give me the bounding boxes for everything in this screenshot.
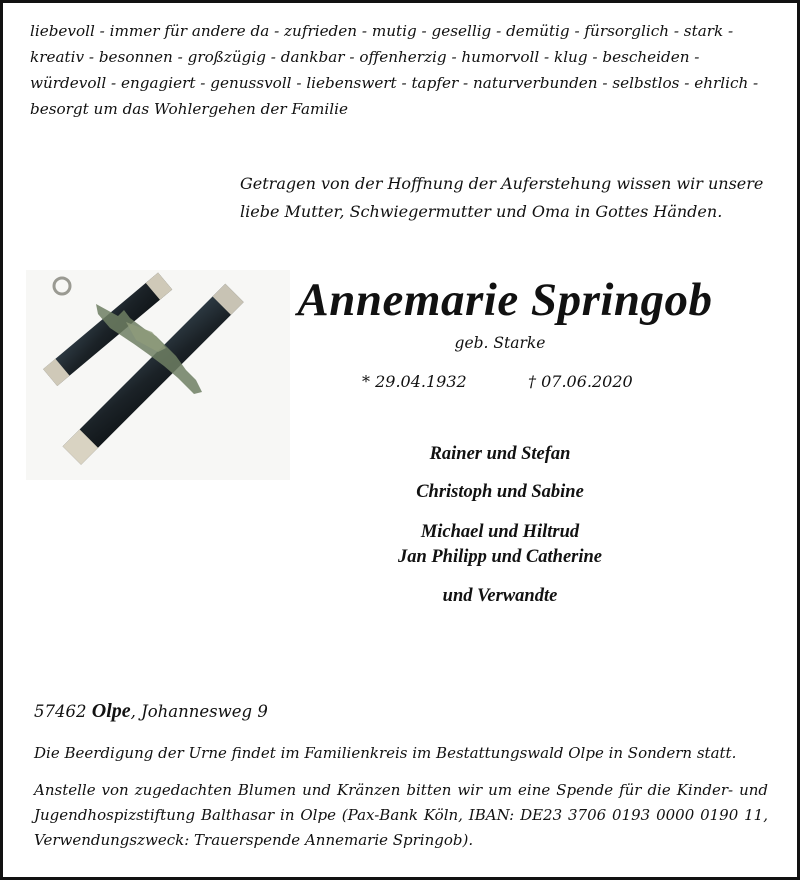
mourner-line: Rainer und Stefan [429,444,571,464]
donation-note: Anstelle von zugedachten Blumen und Kränzen bitten wir um eine Spende für die Kinder- und Jugendhospizstiftung Balthasar in Olpe (Pax-Bank Köln, IBAN: DE23 3706 0193 0000 0190 11, Verwendungszweck: Trauerspende Annemarie Springob). [34,781,768,849]
mourner-line: Michael und Hiltrud [420,522,580,542]
birth-date: * 29.04.1932 [362,372,467,391]
intro-text: Getragen von der Hoffnung der Auferstehung wissen wir unsere liebe Mutter, Schwiegermutter und Oma in Gottes Händen. [240,174,764,221]
postcode: 57462 [34,702,87,721]
traits-text: liebevoll - immer für andere da - zufrieden - mutig - gesellig - demütig - fürsorglich - stark - kreativ - besonnen - großzügig - dankbar - offenherzig - humorvoll - klug - bescheiden - würdevoll - engagiert - genussvoll - liebenswert - tapfer - naturverbunden - selbstlos - ehrlich - besorgt um das Wohlergehen der Familie [30,22,759,118]
street: , Johannesweg 9 [130,702,268,721]
death-date: † 07.06.2020 [528,372,633,391]
mourner-line: Jan Philipp und Catherine [397,547,603,567]
maiden-name: geb. Starke [454,334,546,352]
city: Olpe [91,700,131,722]
crucifix-icon [26,270,290,480]
funeral-note: Die Beerdigung der Urne findet im Familienkreis im Bestattungswald Olpe in Sondern statt. [34,744,737,762]
deceased-name: Annemarie Springob [297,274,713,326]
mourner-line: und Verwandte [442,586,558,606]
mourner-line: Christoph und Sabine [416,482,584,502]
address [34,700,268,723]
